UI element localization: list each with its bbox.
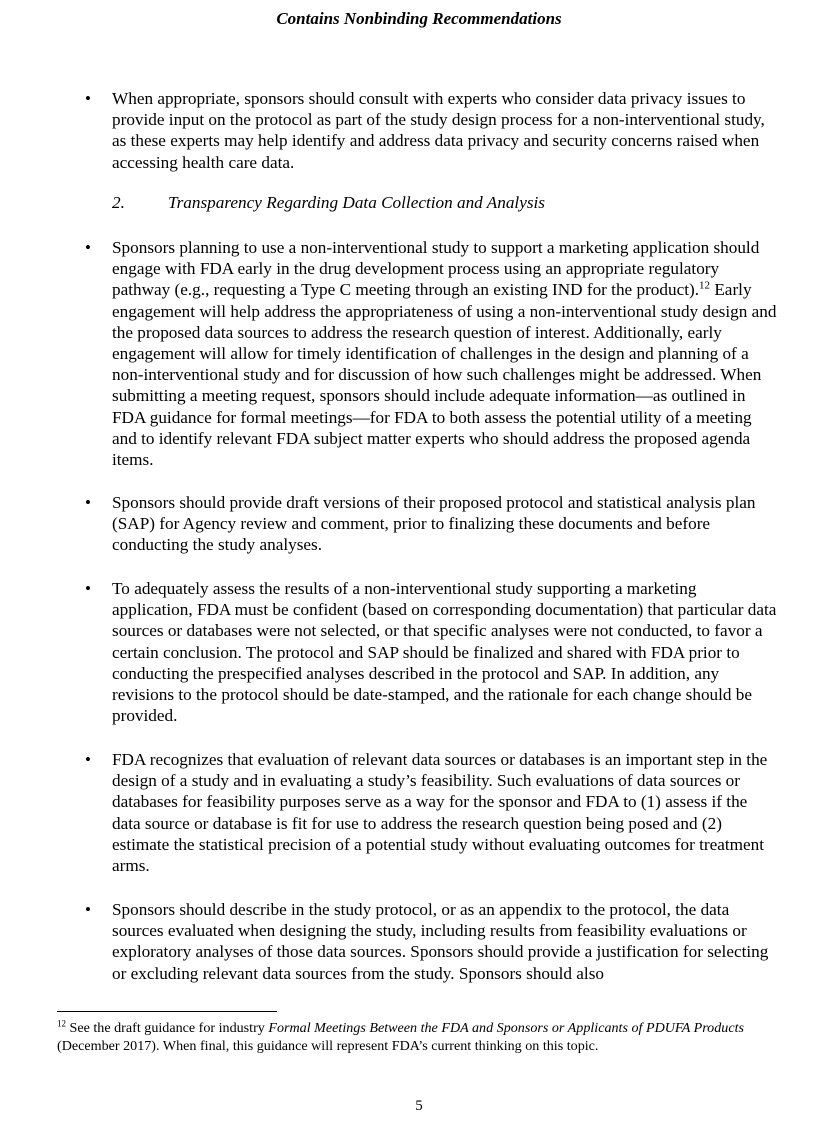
section-title: Transparency Regarding Data Collection and Analysis	[168, 193, 545, 212]
bullet-text: When appropriate, sponsors should consult with experts who consider data privacy issues to provide input on the protocol as part of the study design process for a non-interventional study, as these experts may help identify and address data privacy and security concerns raised when accessing health care data.	[112, 89, 765, 172]
bullet-text: To adequately assess the results of a non-interventional study supporting a marketing application, FDA must be confident (based on corresponding documentation) that particular data sources or databases were not selected, or that specific analyses were not conducted, to favor a certain conclusion. The protocol and SAP should be finalized and shared with FDA prior to conducting the prespecified analyses described in the protocol and SAP. In addition, any revisions to the protocol should be date-stamped, and the rationale for each change should be provided.	[112, 579, 777, 726]
bullet-icon: •	[85, 238, 91, 257]
bullet-text: Sponsors should provide draft versions of their proposed protocol and statistical analysis plan (SAP) for Agency review and comment, prior to finalizing these documents and before conducting the study analyses.	[112, 493, 756, 555]
bullet-item	[85, 492, 778, 556]
bullet-icon: •	[85, 89, 91, 108]
bullet-item	[85, 899, 778, 984]
bullet-text	[112, 237, 778, 470]
bullet-item	[85, 88, 778, 173]
bullet-text-part: Sponsors planning to use a non-interventional study to support a marketing application should engage with FDA early in the drug development process using an appropriate regulatory pathway (e.g., requesting a Type C meeting through an existing IND for the product).	[112, 238, 760, 300]
section-number: 2.	[112, 193, 125, 212]
footnote-marker: 12	[57, 1018, 66, 1029]
bullet-text: FDA recognizes that evaluation of relevant data sources or databases is an important step in the design of a study and in evaluating a study’s feasibility. Such evaluations of data sources or databases for feasibility purposes serve as a way for the sponsor and FDA to (1) assess if the data source or database is fit for use to address the research question being posed and (2) estimate the statistical precision of a potential study without evaluating outcomes for treatment arms.	[112, 750, 768, 876]
footnote-divider	[57, 1011, 277, 1012]
footnote	[57, 1019, 757, 1055]
page-number: 5	[415, 1098, 423, 1114]
footnote-text: (December 2017). When final, this guidance will represent FDA’s current thinking on this topic.	[57, 1038, 599, 1054]
bullet-item	[85, 578, 778, 726]
bullet-icon: •	[85, 493, 91, 512]
bullet-icon: •	[85, 579, 91, 598]
page-header: Contains Nonbinding Recommendations	[276, 9, 562, 28]
bullet-text: Sponsors should describe in the study protocol, or as an appendix to the protocol, the data sources evaluated when designing the study, including results from feasibility evaluations or exploratory analyses of those data sources. Sponsors should provide a justification for selecting or excluding relevant data sources from the study. Sponsors should also	[112, 900, 769, 983]
bullet-icon: •	[85, 750, 91, 769]
footnote-reference[interactable]: 12	[699, 279, 711, 292]
bullet-item	[85, 749, 778, 876]
section-heading	[112, 193, 545, 213]
bullet-icon: •	[85, 900, 91, 919]
footnote-text: See the draft guidance for industry	[66, 1020, 269, 1036]
bullet-text-part: Early engagement will help address the appropriateness of using a non-interventional study design and the proposed data sources to address the research question of interest. Additionally, early engagement will allow for timely identification of challenges in the design and planning of a non-interventional study and for discussion of how such challenges might be addressed. When submitting a meeting request, sponsors should include adequate information—as outlined in FDA guidance for formal meetings—for FDA to both assess the potential utility of a meeting and to identify relevant FDA subject matter experts who should address the proposed agenda items.	[112, 280, 777, 470]
footnote-guidance-title: Formal Meetings Between the FDA and Sponsors or Applicants of PDUFA Products	[268, 1020, 744, 1036]
bullet-item	[85, 237, 778, 470]
